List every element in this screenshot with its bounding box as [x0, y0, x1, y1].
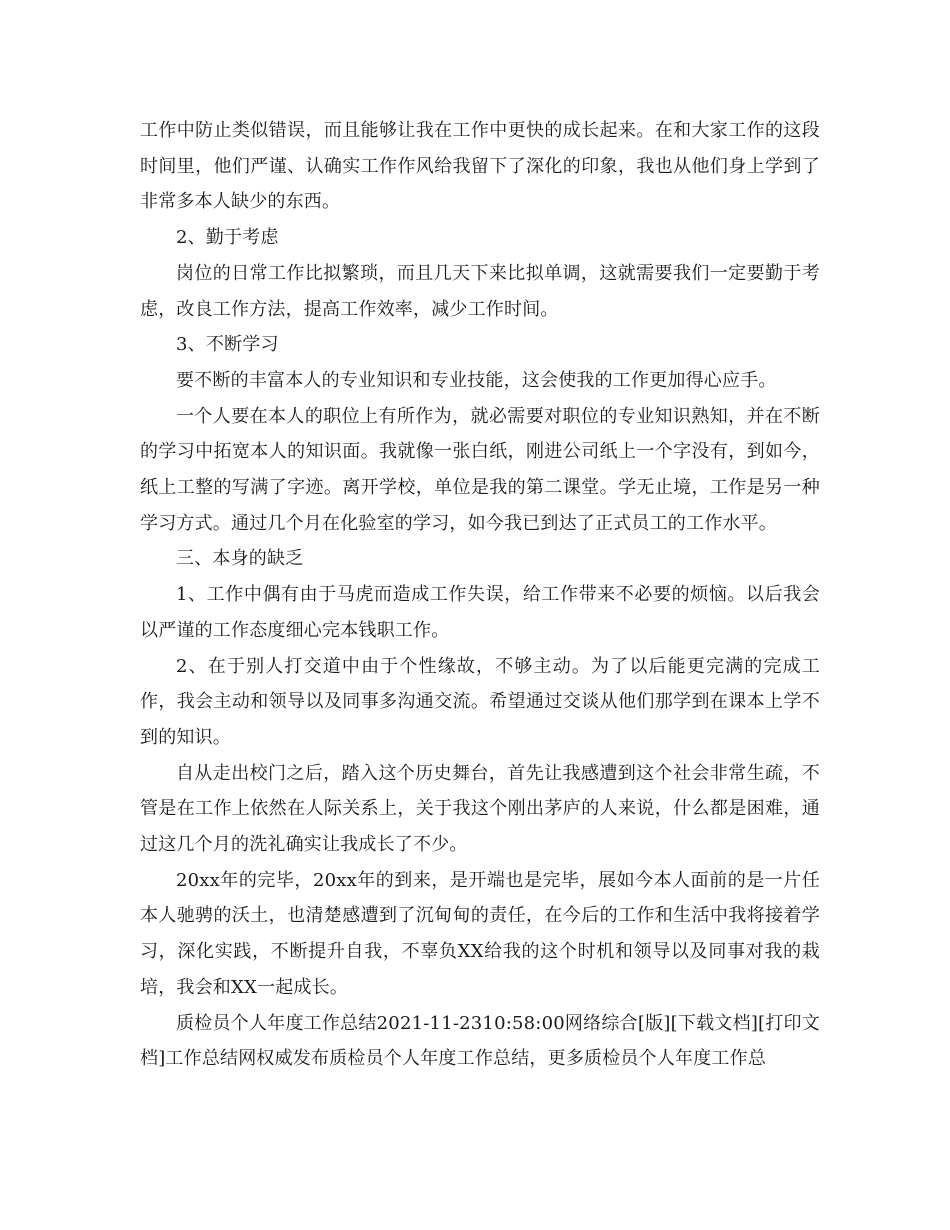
- heading-diligent-thinking: 2、勤于考虑: [176, 227, 279, 249]
- paragraph-outlook: 20xx年的完毕，20xx年的到来，是开端也是完毕，展如今本人面前的是一片任本人驰骋的沃土，也清楚感遭到了沉甸甸的责任，在今后的工作和生活中我将接着学习，深化实践，不断提升自我，不辜负XX给我的这个时机和领导以及同事对我的栽培，我会和XX一起成长。: [140, 869, 820, 998]
- paragraph-diligent-thinking: 岗位的日常工作比拟繁琐，而且几天下来比拟单调，这就需要我们一定要勤于考虑，改良工作方法，提高工作效率，减少工作时间。: [140, 262, 820, 320]
- paragraph-shortcoming-2: 2、在于别人打交道中由于个性缘故，不够主动。为了以后能更完满的完成工作，我会主动和领导以及同事多沟通交流。希望通过交谈从他们那学到在课本上学不到的知识。: [140, 655, 820, 748]
- paragraph-continuation: 工作中防止类似错误，而且能够让我在工作中更快的成长起来。在和大家工作的这段时间里，他们严谨、认确实工作作风给我留下了深化的印象，我也从他们身上学到了非常多本人缺少的东西。: [140, 120, 820, 213]
- paragraph-reflection: 自从走出校门之后，踏入这个历史舞台，首先让我感遭到这个社会非常生疏，不管是在工作上依然在人际关系上，关于我这个刚出茅庐的人来说，什么都是困难，通过这几个月的洗礼确实让我成长了不少。: [140, 762, 820, 856]
- paragraph-learning-growth: 一个人要在本人的职位上有所作为，就必需要对职位的专业知识熟知，并在不断的学习中拓宽本人的知识面。我就像一张白纸，刚进公司纸上一个字没有，到如今，纸上工整的写满了字迹。离开学校，单位是我的第二课堂。学无止境，工作是另一种学习方式。通过几个月在化验室的学习，如今我已到达了正式员工的工作水平。: [140, 405, 820, 534]
- document-body: [140, 113, 820, 1077]
- heading-continuous-learning: 3、不断学习: [176, 334, 279, 356]
- paragraph-professional-skills: 要不断的丰富本人的专业知识和专业技能，这会使我的工作更加得心应手。: [176, 369, 777, 391]
- paragraph-shortcoming-1: 1、工作中偶有由于马虎而造成工作失误，给工作带来不必要的烦恼。以后我会以严谨的工作态度细心完本钱职工作。: [140, 584, 820, 641]
- heading-shortcomings: 三、本身的缺乏: [176, 548, 304, 570]
- paragraph-source-info: 质检员个人年度工作总结2021-11-2310:58:00网络综合[版][下载文档][打印文档]工作总结网权威发布质检员个人年度工作总结，更多质检员个人年度工作总: [140, 1012, 820, 1070]
